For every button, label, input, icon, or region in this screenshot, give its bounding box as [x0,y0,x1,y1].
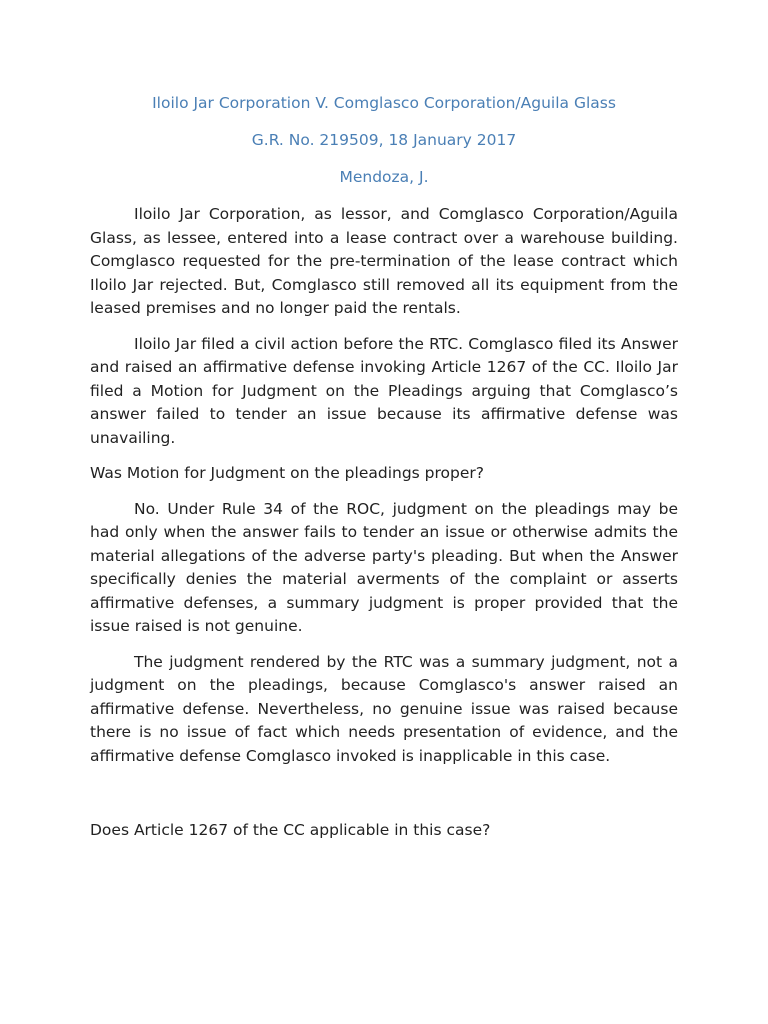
document-page [90,92,678,855]
ruling-paragraph-1: No. Under Rule 34 of the ROC, judgment on the pleadings may be had only when the answer fails to tender an issue or otherwise admits the material allegations of the adverse party's pleading. But when the Answer specifically denies the material averments of the complaint or asserts affirmative defenses, a summary judgment is proper provided that the issue raised is not genuine. [90,499,678,635]
facts-paragraph-1: Iloilo Jar Corporation, as lessor, and Comglasco Corporation/Aguila Glass, as lessee, entered into a lease contract over a warehouse building. Comglasco requested for the pre-termination of the lease contract which Iloilo Jar rejected. But, Comglasco still removed all its equipment from the leased premises and no longer paid the rentals. [90,205,678,317]
issue-question-1: Was Motion for Judgment on the pleadings proper? [90,464,485,482]
case-title: Iloilo Jar Corporation V. Comglasco Corporation/Aguila Glass [152,94,616,112]
ruling-paragraph-2: The judgment rendered by the RTC was a summary judgment, not a judgment on the pleadings, because Comglasco's answer raised an affirmative defense. Nevertheless, no genuine issue was raised because there is no issue of fact which needs presentation of evidence, and the affirmative defense Comglasco invoked is inapplicable in this case. [90,652,678,765]
section-spacer [90,780,678,819]
case-ponente: Mendoza, J. [339,168,429,186]
case-citation: G.R. No. 219509, 18 January 2017 [251,131,517,149]
facts-paragraph-2: Iloilo Jar filed a civil action before the RTC. Comglasco filed its Answer and raised an affirmative defense invoking Article 1267 of the CC. Iloilo Jar filed a Motion for Judgment on the Pleadings arguing that Comglasco’s answer failed to tender an issue because its affirmative defense was unavailing. [90,334,678,447]
issue-question-2: Does Article 1267 of the CC applicable in this case? [90,821,491,839]
